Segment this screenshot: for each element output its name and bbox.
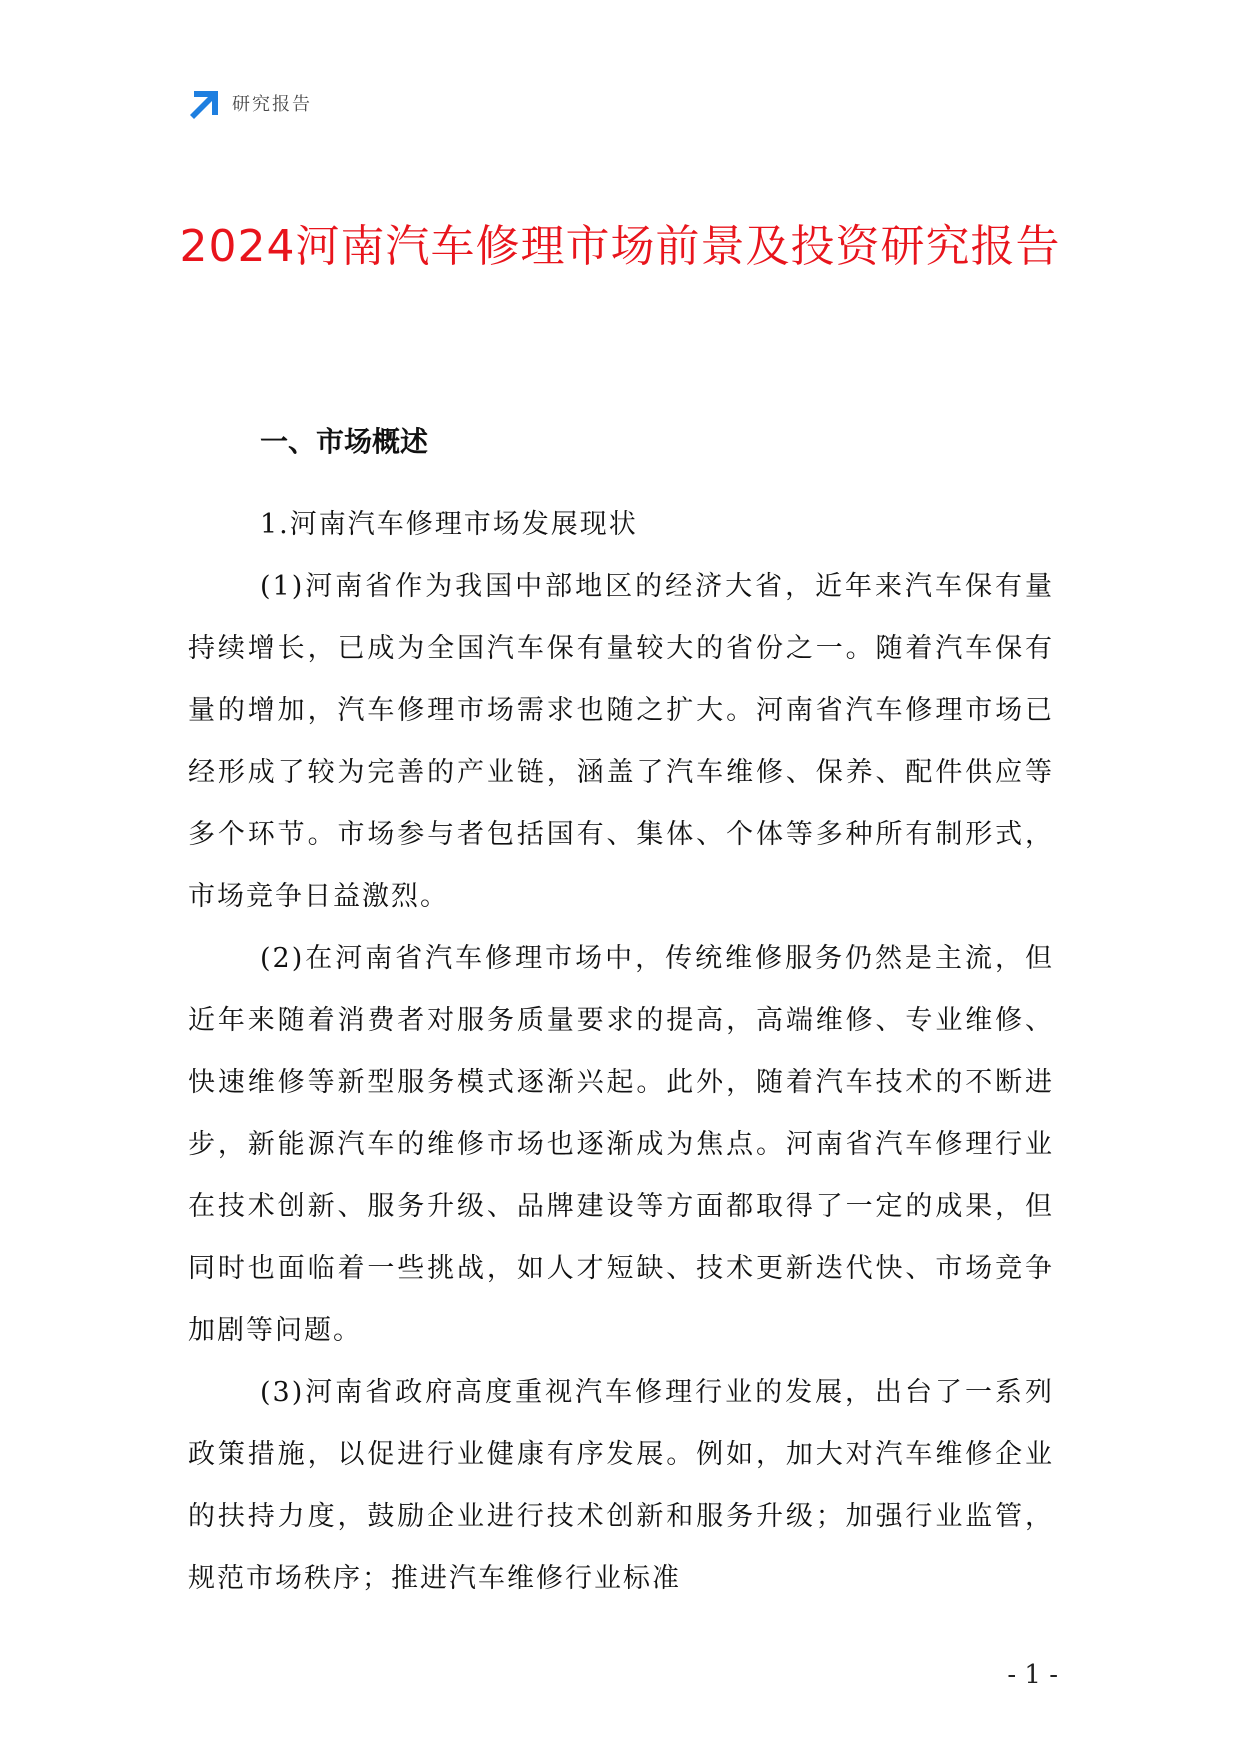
arrow-logo-icon <box>188 89 220 121</box>
page-number: - 1 - <box>1007 1660 1058 1690</box>
document-body <box>188 410 1054 1610</box>
paragraph-3: (3)河南省政府高度重视汽车修理行业的发展，出台了一系列政策措施，以促进行业健康有序发展。例如，加大对汽车维修企业的扶持力度，鼓励企业进行技术创新和服务升级；加强行业监管，规范市场秩序；推进汽车维修行业标准 <box>188 1377 1054 1594</box>
page-header <box>188 88 312 122</box>
document-title: 2024河南汽车修理市场前景及投资研究报告 <box>179 221 1061 272</box>
subsection-heading: 1.河南汽车修理市场发展现状 <box>260 509 638 540</box>
section-heading: 一、市场概述 <box>260 425 429 458</box>
paragraph-2: (2)在河南省汽车修理市场中，传统维修服务仍然是主流，但近年来随着消费者对服务质量要求的提高，高端维修、专业维修、快速维修等新型服务模式逐渐兴起。此外，随着汽车技术的不断进步，新能源汽车的维修市场也逐渐成为焦点。河南省汽车修理行业在技术创新、服务升级、品牌建设等方面都取得了一定的成果，但同时也面临着一些挑战，如人才短缺、技术更新迭代快、市场竞争加剧等问题。 <box>188 943 1054 1346</box>
header-label: 研究报告 <box>232 94 312 115</box>
paragraph-1: (1)河南省作为我国中部地区的经济大省，近年来汽车保有量持续增长，已成为全国汽车保有量较大的省份之一。随着汽车保有量的增加，汽车修理市场需求也随之扩大。河南省汽车修理市场已经形成了较为完善的产业链，涵盖了汽车维修、保养、配件供应等多个环节。市场参与者包括国有、集体、个体等多种所有制形式，市场竞争日益激烈。 <box>188 571 1054 912</box>
